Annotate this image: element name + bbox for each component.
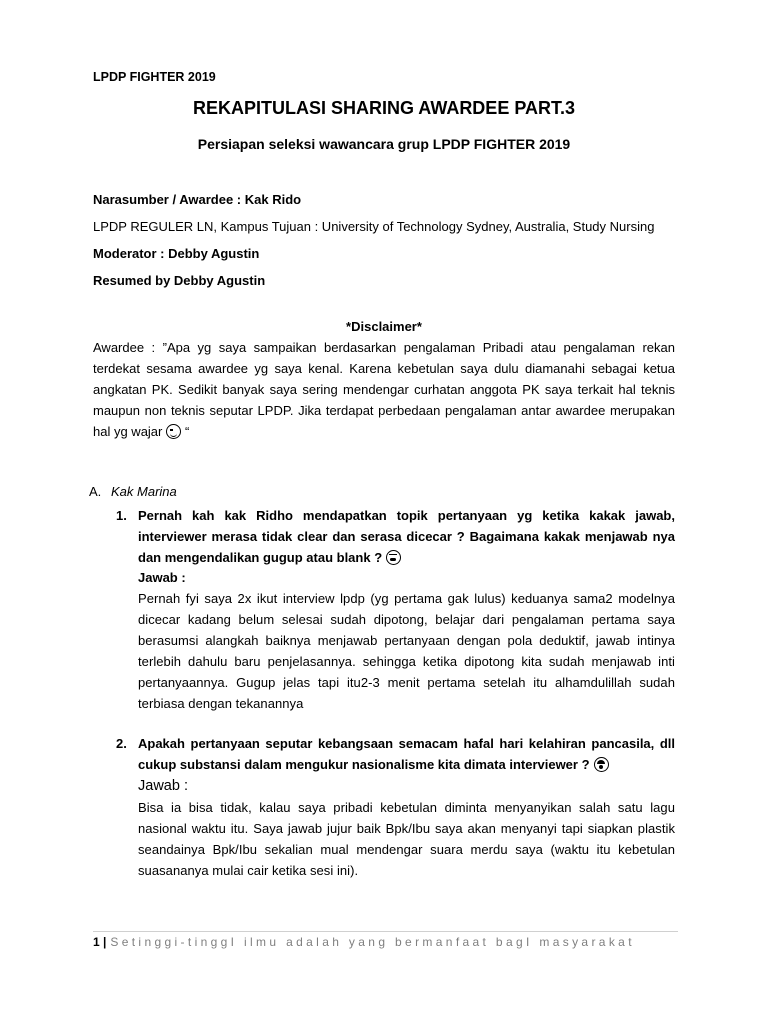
header-label: LPDP FIGHTER 2019	[93, 70, 216, 84]
resumed-line: Resumed by Debby Agustin	[93, 273, 266, 288]
moderator-line: Moderator : Debby Agustin	[93, 246, 260, 261]
disclaimer-text: Awardee : ”Apa yg saya sampaikan berdasarkan pengalaman Pribadi atau pengalaman rekan terdekat sesama awardee yg saya kenal. Karena kebetulan saya dulu diamanahi sebagai ketua angkatan PK. Sedikit banyak saya sering mendengar curhatan anggota PK saya terkait hal teknis maupun non teknis seputar LPDP. Jika terdapat perbedaan pengalaman antar awardee merupakan hal yg wajar	[93, 340, 675, 439]
disclaimer-body	[93, 337, 675, 442]
program-line: LPDP REGULER LN, Kampus Tujuan : University of Technology Sydney, Australia, Study Nursing	[93, 219, 655, 234]
question-2-text: Apakah pertanyaan seputar kebangsaan semacam hafal hari kelahiran pancasila, dll cukup substansi dalam mengukur nasionalisme kita dimata interviewer ?	[138, 736, 675, 772]
page-title: REKAPITULASI SHARING AWARDEE PART.3	[192, 98, 576, 118]
question-text	[138, 505, 675, 568]
section-letter: A.	[89, 484, 102, 499]
wink-emoji-icon	[166, 424, 181, 439]
question-number: 2.	[116, 736, 127, 751]
footer-motto: Setinggi-tinggI ilmu adalah yang bermanfaat bagI masyarakat	[110, 935, 635, 949]
jawab-label: Jawab :	[138, 570, 186, 585]
question-text	[138, 733, 675, 775]
disclaimer-title: *Disclaimer*	[346, 319, 422, 334]
answer-text: Bisa ia bisa tidak, kalau saya pribadi kebetulan diminta menyanyikan salah satu lagu nasional waktu itu. Saya jawab jujur baik Bpk/Ibu saya akan menyanyi tapi siapkan plastik seandainya Bpk/Ibu sekalian mual mendengar suara merdu saya (waktu itu kebetulan suasananya mulai cair ketika sesi ini).	[138, 800, 675, 878]
page-subtitle: Persiapan seleksi wawancara grup LPDP FIGHTER 2019	[197, 136, 571, 152]
jawab-label: Jawab :	[138, 778, 188, 794]
footer-divider	[93, 931, 678, 932]
page-number: 1 |	[93, 935, 107, 949]
page-footer	[93, 933, 683, 951]
narasumber-line: Narasumber / Awardee : Kak Rido	[93, 192, 302, 207]
disclaimer-closing-quote: “	[185, 424, 190, 439]
grimace-emoji-icon	[386, 550, 401, 565]
section-heading	[89, 484, 177, 499]
section-name: Kak Marina	[111, 484, 177, 499]
question-1-text: Pernah kah kak Ridho mendapatkan topik pertanyaan yg ketika kakak jawab, interviewer merasa tidak clear dan serasa dicecar ? Bagaimana kakak menjawab nya dan mengendalikan gugup atau blank ?	[138, 508, 675, 565]
question-number: 1.	[116, 508, 127, 523]
answer-text: Pernah fyi saya 2x ikut interview lpdp (yg pertama gak lulus) keduanya sama2 modelnya dicecar kadang belum selesai sudah dipotong, belajar dari pengalaman pertama saya berasumsi alangkah baiknya menjawab pertanyaan dengan pola deduktif, jawab intinya terlebih dahulu baru penjelasannya. sehingga ketika dipotong kita sudah menjawab inti pertanyaannya. Gugup jelas tapi itu2-3 menit pertama setelah itu alhamdulillah sudah terbiasa dengan tekanannya	[138, 591, 675, 711]
scream-emoji-icon	[594, 757, 609, 772]
